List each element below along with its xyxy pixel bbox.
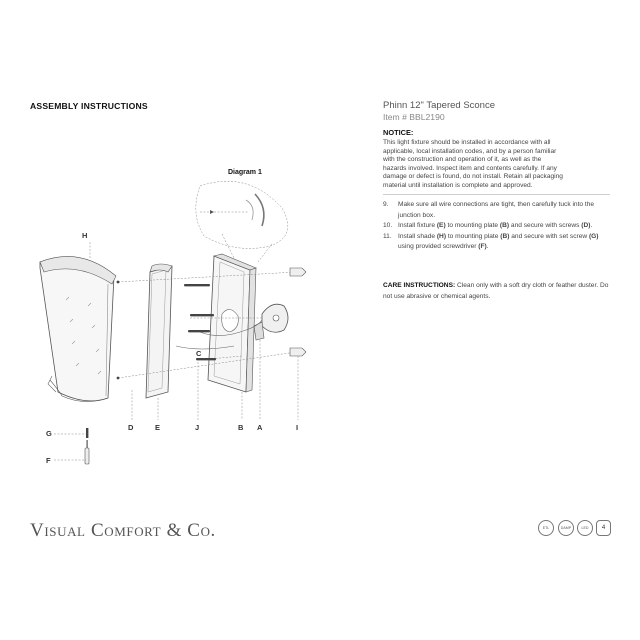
screwdriver	[85, 440, 89, 464]
notice-line: hazards involved. Inspect item and contents carefully. If any	[383, 164, 557, 172]
etl-badge: ETL	[538, 520, 554, 536]
detail-screw	[210, 210, 214, 214]
wall-anchors	[290, 268, 306, 356]
part-ref: (F)	[478, 243, 487, 251]
label-g: G	[46, 429, 52, 438]
step-text-part: .	[590, 222, 593, 230]
notice-line: with the construction and operation of it, as well as the	[383, 156, 542, 164]
set-screw	[86, 428, 88, 438]
step-text-part: using provided screwdriver	[398, 243, 479, 251]
label-d: D	[128, 423, 134, 432]
step-text-part: .	[486, 243, 489, 251]
notice-title: NOTICE:	[383, 128, 414, 137]
part-ref: (H)	[436, 232, 447, 240]
part-ref: (G)	[588, 232, 599, 240]
junction-bracket	[254, 304, 288, 340]
damp-badge: DAMP	[558, 520, 574, 536]
step-text: Make sure all wire connections are tight, then carefully tuck into the junction box.	[398, 201, 595, 219]
step-text-part: to mounting plate	[446, 232, 501, 240]
part-ref: (B)	[499, 222, 510, 230]
part-ref: (E)	[436, 222, 446, 230]
notice-line: material until installation is complete and approved.	[383, 181, 533, 189]
label-i: I	[296, 423, 299, 432]
detail-bracket-edge	[255, 194, 264, 226]
label-j: J	[195, 423, 200, 432]
part-ref: (D)	[581, 222, 591, 230]
detail-leader	[258, 244, 272, 262]
detail-circle	[196, 181, 288, 248]
shade	[40, 256, 116, 401]
step-text-part: Install shade	[398, 232, 437, 240]
step-text-part: Install fixture	[398, 222, 437, 230]
fixture-backplate	[146, 264, 172, 398]
label-c: C	[196, 349, 202, 358]
care-text: Clean only with a soft dry cloth or feather duster. Do not use abrasive or chemical agents.	[383, 282, 609, 300]
step-text-part: to mounting plate	[445, 222, 500, 230]
page-number: 4	[596, 520, 611, 536]
label-e: E	[155, 423, 161, 432]
label-a: A	[257, 423, 263, 432]
label-h: H	[82, 231, 88, 240]
step-number: 10.	[383, 222, 393, 230]
step-text-part: and secure with set screw	[509, 232, 589, 240]
step-number: 9.	[383, 201, 389, 208]
step-text-part: and secure with screws	[509, 222, 582, 230]
notice-line: This light fixture should be installed in accordance with all	[383, 139, 551, 146]
part-ref: (B)	[500, 232, 510, 240]
detail-wire	[246, 200, 253, 220]
label-f: F	[46, 456, 51, 465]
care-title: CARE INSTRUCTIONS:	[383, 282, 456, 289]
label-b: B	[238, 423, 244, 432]
led-badge: LED	[577, 520, 593, 536]
notice-line: applicable, local installation codes, and by a person familiar	[383, 147, 557, 155]
diagram-caption: Diagram 1	[228, 169, 262, 176]
product-name: Phinn 12" Tapered Sconce	[383, 100, 496, 111]
brand-logo: Visual Comfort & Co.	[30, 520, 216, 541]
page-title: ASSEMBLY INSTRUCTIONS	[30, 101, 148, 111]
notice-line: damage or defect is found, do not install. Retain all packaging	[383, 173, 563, 181]
product-item-number: Item # BBL2190	[383, 112, 445, 122]
step-number: 11.	[383, 232, 392, 240]
